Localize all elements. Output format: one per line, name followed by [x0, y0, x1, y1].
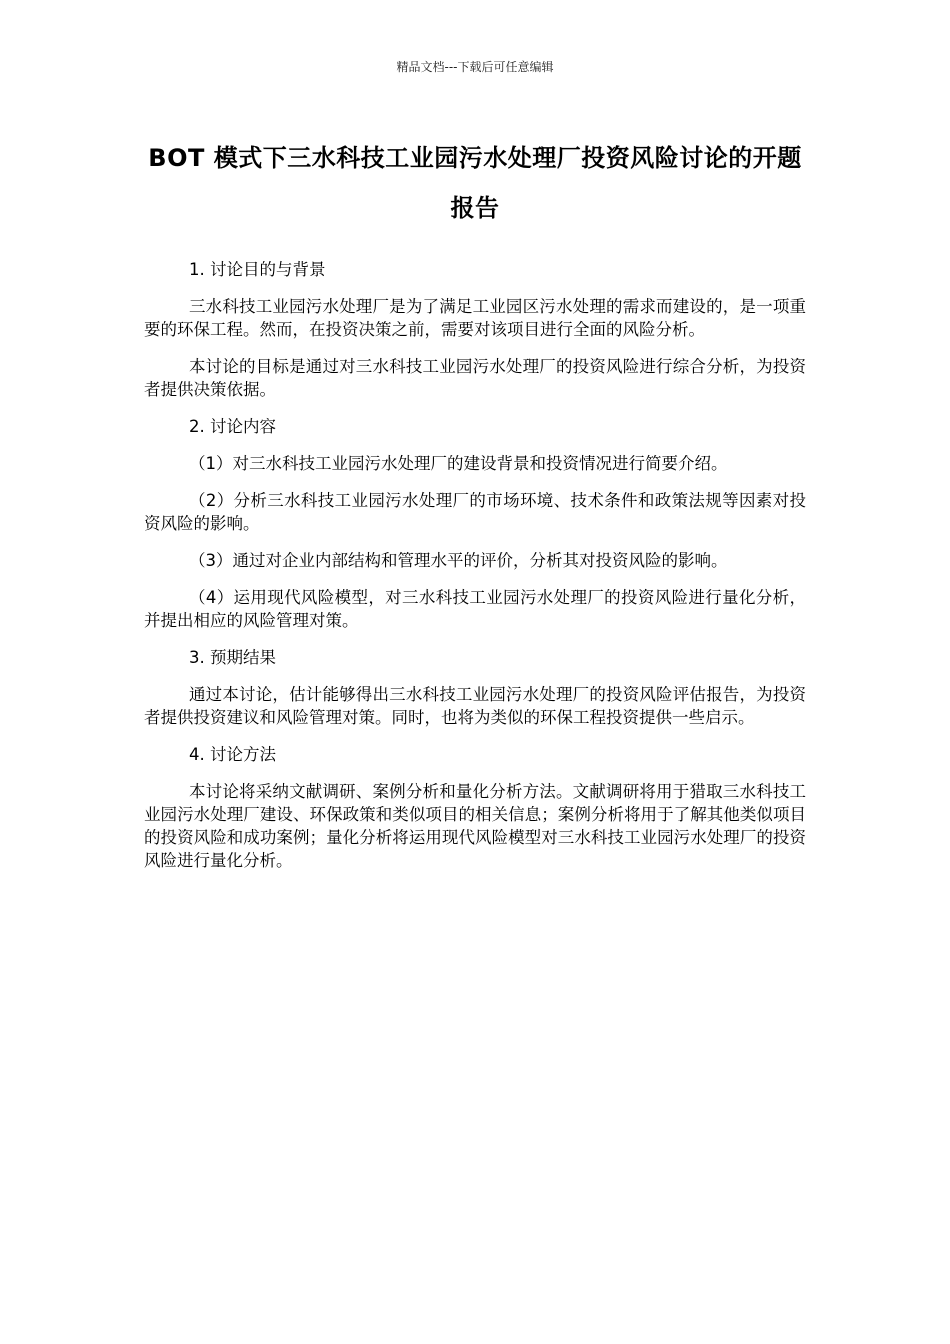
list-item: （4）运用现代风险模型，对三水科技工业园污水处理厂的投资风险进行量化分析，并提出相应的风险管理对策。 — [144, 588, 806, 630]
document-title: BOT 模式下三水科技工业园污水处理厂投资风险讨论的开题报告 — [148, 144, 802, 222]
list-item: （1）对三水科技工业园污水处理厂的建设背景和投资情况进行简要介绍。 — [189, 454, 728, 473]
section-heading: 2. 讨论内容 — [189, 417, 276, 436]
paragraph: 本讨论的目标是通过对三水科技工业园污水处理厂的投资风险进行综合分析，为投资者提供决策依据。 — [144, 357, 806, 399]
paragraph: 三水科技工业园污水处理厂是为了满足工业园区污水处理的需求而建设的，是一项重要的环保工程。然而，在投资决策之前，需要对该项目进行全面的风险分析。 — [144, 297, 806, 339]
paragraph: 通过本讨论，估计能够得出三水科技工业园污水处理厂的投资风险评估报告，为投资者提供投资建议和风险管理对策。同时，也将为类似的环保工程投资提供一些启示。 — [144, 685, 806, 727]
paragraph: 本讨论将采纳文献调研、案例分析和量化分析方法。文献调研将用于猎取三水科技工业园污水处理厂建设、环保政策和类似项目的相关信息；案例分析将用于了解其他类似项目的投资风险和成功案例；量化分析将运用现代风险模型对三水科技工业园污水处理厂的投资风险进行量化分析。 — [144, 782, 806, 870]
list-item: （2）分析三水科技工业园污水处理厂的市场环境、技术条件和政策法规等因素对投资风险的影响。 — [144, 491, 806, 533]
list-item: （3）通过对企业内部结构和管理水平的评价，分析其对投资风险的影响。 — [189, 551, 728, 570]
page-header: 精品文档---下载后可任意编辑 — [396, 60, 554, 74]
section-heading: 3. 预期结果 — [189, 648, 276, 667]
section-heading: 1. 讨论目的与背景 — [189, 260, 326, 279]
document-body — [144, 258, 806, 886]
section-heading: 4. 讨论方法 — [189, 745, 276, 764]
